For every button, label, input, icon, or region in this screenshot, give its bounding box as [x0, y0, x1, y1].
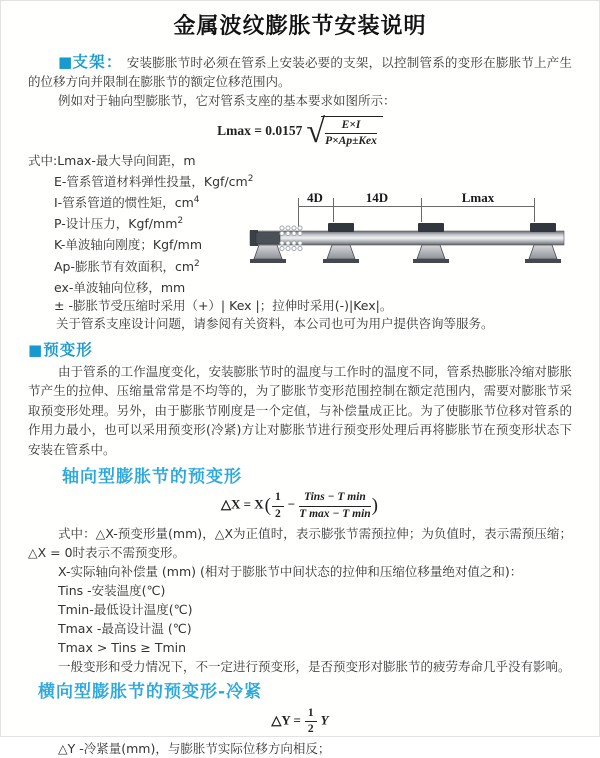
- pipe-support-diagram: [246, 189, 568, 289]
- support-example-text: 例如对于轴向型膨胀节，它对管系支座的基本要求如图所示：: [58, 93, 396, 108]
- support-section-heading: 支架：: [72, 53, 123, 71]
- temp-definition: Tmax -最高设计温 (℃): [58, 620, 192, 636]
- definition-item: E-管系管道材料弹性投量，Kgf/$cm^2$: [54, 174, 254, 190]
- symbol-definitions: [28, 152, 572, 333]
- definition-item: Ap-膨胀节有效面积，$cm^2$: [54, 258, 200, 274]
- lateral-subheading: 横向型膨胀节的预变形-冷紧: [38, 681, 263, 702]
- section-marker-icon: ■: [28, 340, 44, 359]
- axial-subheading: 轴向型膨胀节的预变形: [62, 467, 242, 488]
- temp-definition: Tmin-最低设计温度(℃): [58, 601, 193, 617]
- definition-item: K-单波轴向刚度；Kgf/mm: [54, 237, 202, 253]
- axial-note: 一般变形和受力情况下，不一定进行预变形，是否预变形对膨胀节的疲劳寿命几乎没有影响。: [58, 658, 571, 674]
- page-title: 金属波纹膨胀节安装说明: [173, 14, 427, 39]
- lmax-formula: [28, 115, 572, 149]
- sqrt-radical: [306, 115, 383, 149]
- support-paragraph: [28, 53, 572, 91]
- dimension-labels: [307, 190, 495, 205]
- pipe: [250, 230, 564, 246]
- definition-item: I-管系管道的惯性矩，$cm^4$: [54, 195, 200, 211]
- dim-label-14d: 14D: [365, 190, 389, 205]
- definition-item: P-设计压力，Kgf/$mm^2$: [54, 216, 184, 232]
- lateral-formula: △Y = $\frac{1}{2}$ Y: [271, 706, 329, 736]
- definition-item: ex-单波轴向位移，mm: [54, 279, 186, 295]
- temp-definition: Tins -安装温度(℃): [58, 582, 166, 598]
- axial-formula-lhs: △X = X: [220, 497, 264, 513]
- support-text: 安装膨胀节时必须在管系上安装必要的支架，以控制管系的变形在膨胀节上产生的位移方向并限制在膨胀节的额定位移范围内。: [28, 55, 572, 89]
- section-marker-icon: ■: [58, 53, 73, 71]
- close-paren: ): [371, 495, 378, 517]
- axial-formula: △X = X( $\frac{1}{2}$ − $\frac{\text{Tins − T min}}{\text{T max − T min}}$ ): [220, 491, 378, 520]
- dim-label-lmax: Lmax: [461, 190, 495, 205]
- lateral-formula-rhs: Y: [320, 712, 329, 728]
- lmax-denominator: P×Ap±Kex: [325, 135, 377, 147]
- definitions-intro: 式中:Lmax-最大导向间距，m: [28, 153, 196, 168]
- axial-frac-denominator: T max − T min: [299, 507, 371, 520]
- lmax-formula-lhs: Lmax = 0.0157: [217, 123, 303, 139]
- axial-x-definition: X-实际轴向补偿量 (mm) (相对于膨胀节中间状态的拉伸和压缩位移量绝对值之和)：: [58, 563, 523, 579]
- consult-note: 关于管系支座设计问题，请参阅有关资料，本公司也可为用户提供咨询等服务。: [56, 315, 494, 331]
- axial-explain-text: 式中：△X-预变形量(mm)，△X为正值时，表示膨张节需预拉伸；为负值时，表示需预压缩；△X = 0时表示不需预变形。: [28, 525, 572, 560]
- axial-frac-numerator: Tins − T min: [299, 491, 371, 506]
- predeform-paragraph: 由于管系的工作温度变化，安装膨胀节时的温度与工作时的温度不同，管系热膨胀冷缩对膨胀节产生的拉伸、压缩量常常是不均等的，为了膨胀节变形范围控制在额定范围内，需要对膨胀节采取预变形处理。另外，由于膨胀节刚度是一个定值，与补偿量成正比。为了使膨胀节位移对管系的作用力最小，也可以采用预变形(冷紧)方让对膨胀节进行预变形处理后再将膨胀节在预变形状态下安装在管系中。: [28, 363, 572, 457]
- sqrt-glyph: √: [306, 113, 326, 150]
- open-paren: (: [264, 495, 271, 517]
- lmax-numerator: E×I: [325, 119, 377, 134]
- predeform-section-heading: ■预变形: [28, 340, 93, 359]
- lateral-note: △Y -冷紧量(mm)，与膨胀节实际位移方向相反；: [58, 741, 331, 757]
- temp-relation: Tmax > Tins ≥ Tmin: [58, 639, 187, 655]
- dim-label-4d: 4D: [307, 190, 323, 205]
- minus-sign: −: [287, 497, 296, 513]
- plus-minus-note: ± -膨胀节受压缩时采用（+）| Kex |；拉伸时采用(-)|Kex|。: [54, 297, 393, 313]
- lateral-formula-lhs: △Y =: [271, 712, 301, 728]
